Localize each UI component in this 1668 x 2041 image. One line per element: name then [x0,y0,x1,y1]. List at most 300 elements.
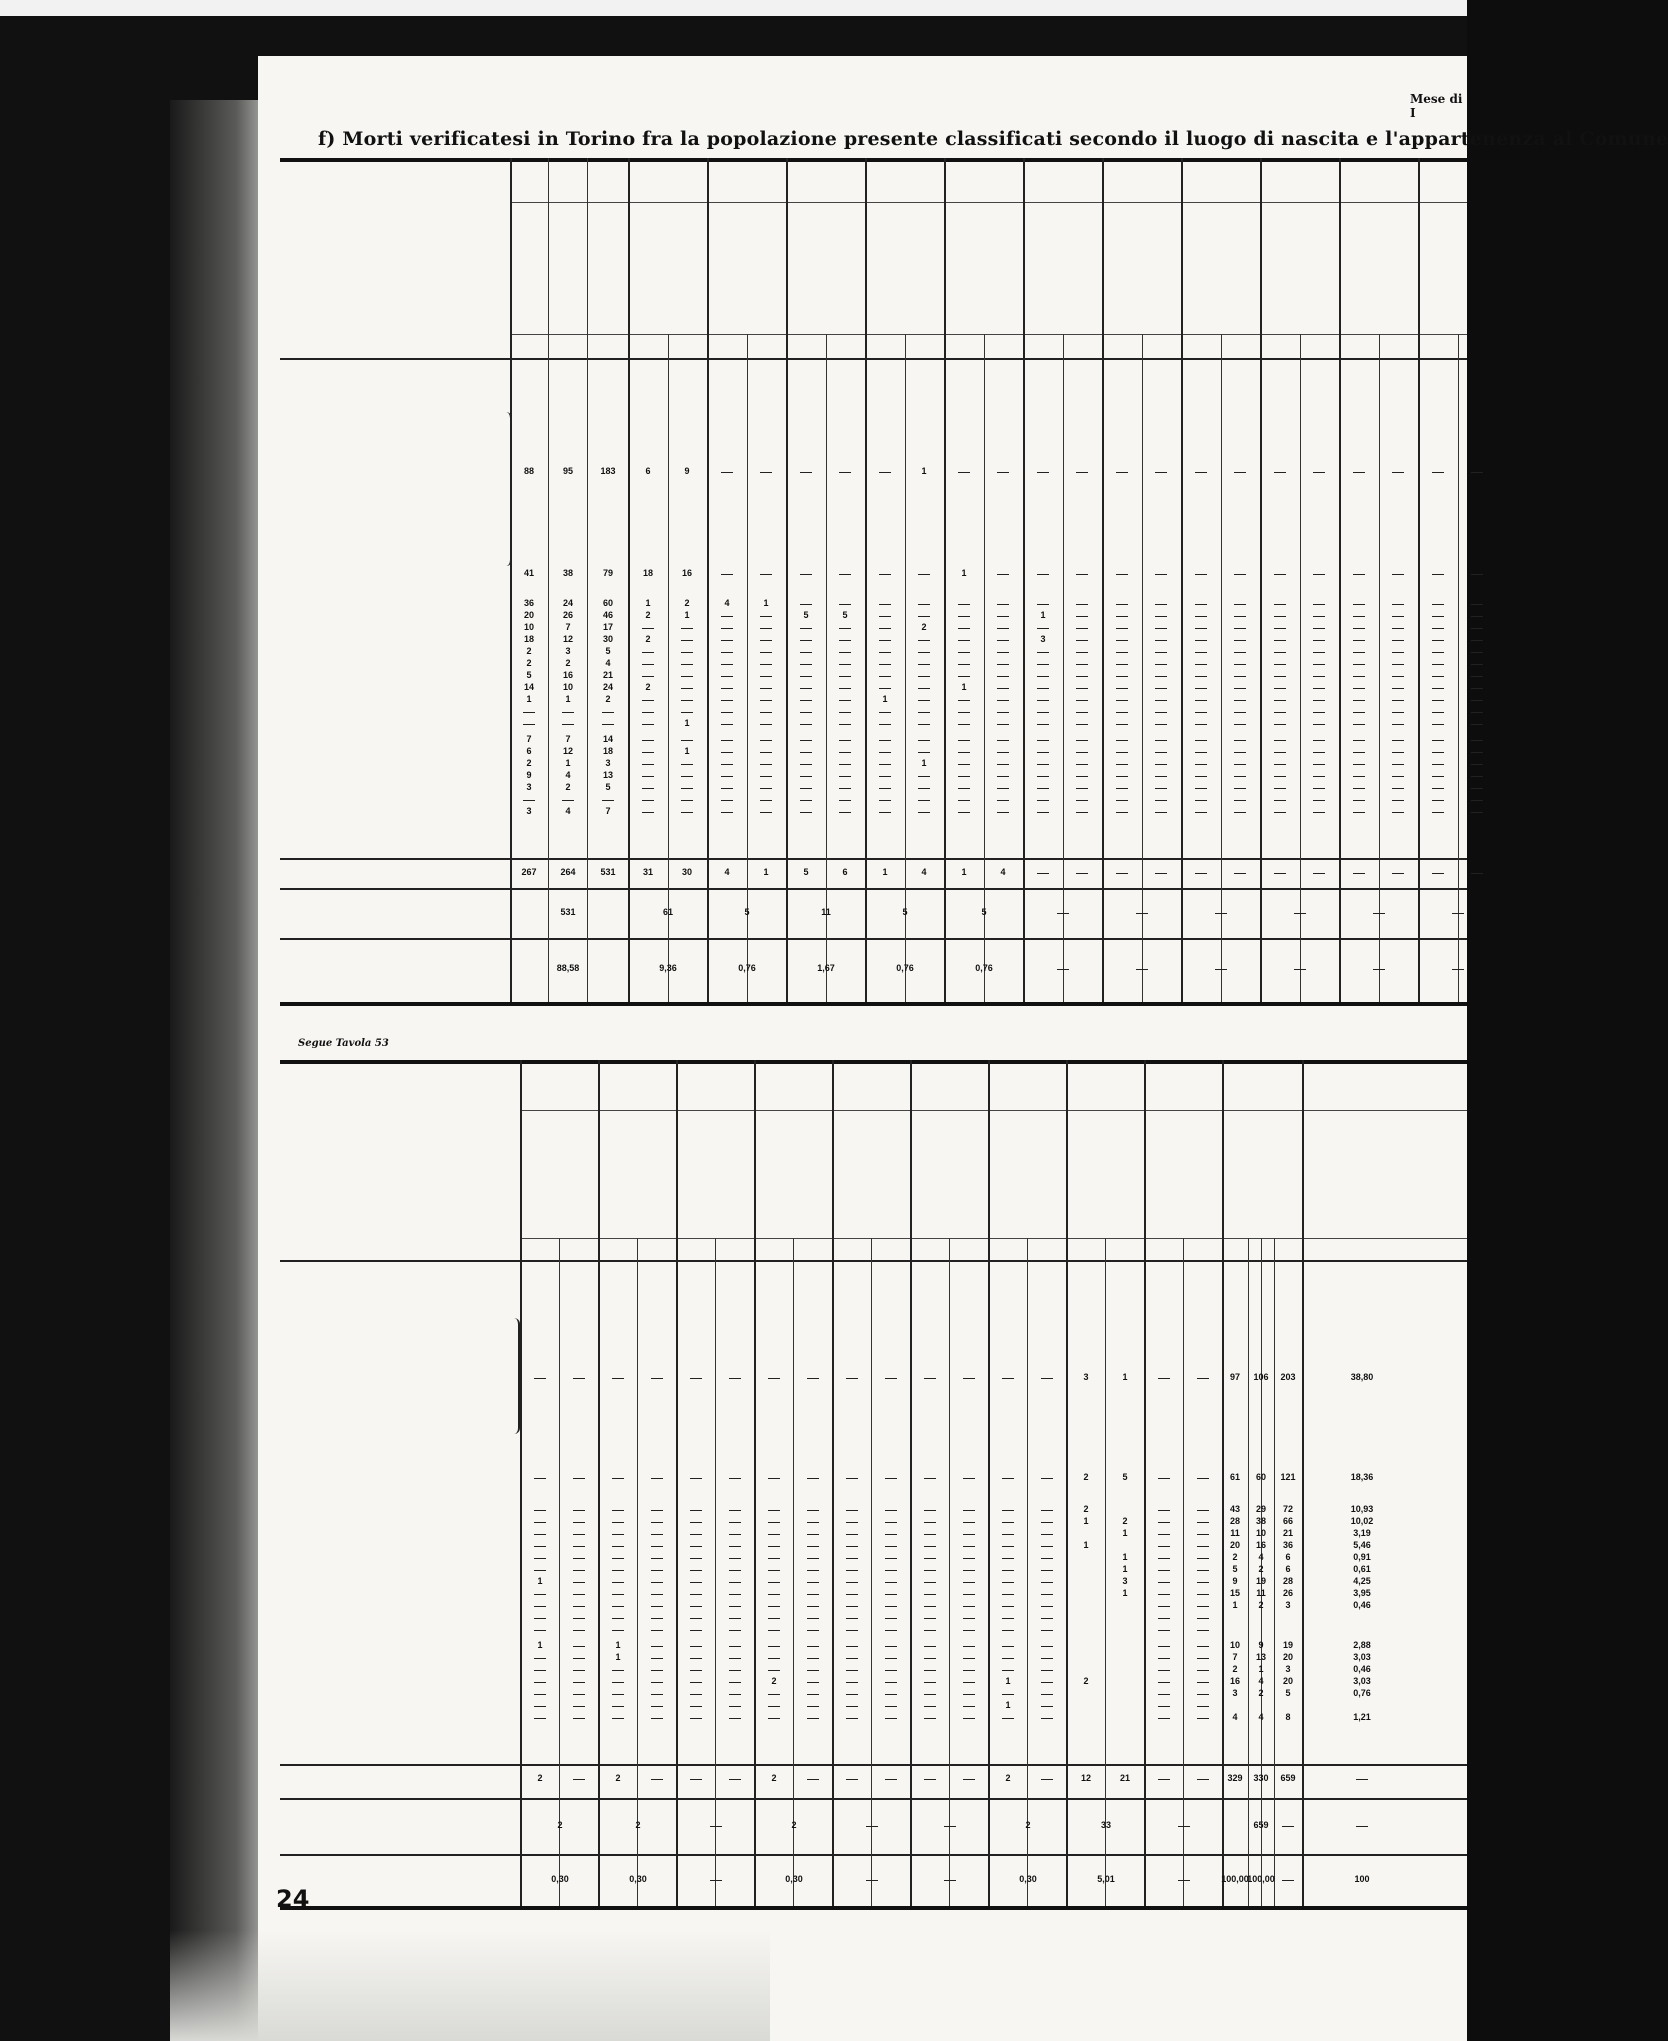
residence-column-header [1361,210,1395,328]
column-rule [587,158,588,1002]
empty-dash [1041,1682,1053,1683]
empty-dash [1041,1606,1053,1607]
empty-dash [523,724,535,725]
empty-dash [1432,628,1444,629]
empty-dash [1076,664,1088,665]
cell-value: 659 [1253,1820,1269,1830]
empty-dash [612,1558,624,1559]
empty-dash [1041,1558,1053,1559]
residence-column-header [1440,210,1474,328]
empty-dash [681,700,693,701]
column-rule [1144,1060,1146,1906]
column-rule [826,334,827,1002]
empty-dash [807,1510,819,1511]
empty-dash [651,1630,663,1631]
cell-value: 1 [961,568,967,578]
cell-value: 329 [1227,1773,1243,1783]
empty-dash [1002,1718,1014,1719]
empty-dash [729,1658,741,1659]
empty-dash [1274,764,1286,765]
cell-value: 95 [562,466,573,476]
cell-value: 2 [921,622,927,632]
column-rule [628,158,630,1002]
empty-dash [1234,472,1246,473]
cell-value: 29 [1255,1504,1266,1514]
empty-dash [1002,1670,1014,1671]
residence-column-header [887,210,921,328]
cell-value: 1 [1232,1600,1238,1610]
empty-dash [729,1682,741,1683]
table-1 [280,158,1467,1012]
cell-value: 46 [602,610,613,620]
cell-value: 4 [1000,867,1006,877]
empty-dash [1197,1618,1209,1619]
empty-dash [651,1618,663,1619]
empty-dash [768,1670,780,1671]
empty-dash [800,724,812,725]
empty-dash [846,1582,858,1583]
empty-dash [1002,1658,1014,1659]
empty-dash [1002,1606,1014,1607]
empty-dash [800,628,812,629]
cell-value: 3 [605,758,611,768]
cell-value: 10 [1255,1528,1266,1538]
empty-dash [1155,574,1167,575]
rule [520,1238,1467,1239]
empty-dash [1155,688,1167,689]
page-bottom-shade [170,1930,770,2041]
empty-dash [963,1570,975,1571]
column-rule [747,334,748,1002]
cell-value: 4 [921,867,927,877]
empty-dash [1116,873,1128,874]
empty-dash [958,604,970,605]
empty-dash [958,800,970,801]
empty-dash [1432,676,1444,677]
empty-dash [1313,700,1325,701]
cell-value: 2 [1083,1676,1089,1686]
cell-value: 3,95 [1353,1588,1371,1598]
empty-dash [807,1570,819,1571]
empty-dash [1197,1630,1209,1631]
empty-dash [885,1594,897,1595]
cell-value: 5,01 [1097,1874,1115,1884]
empty-dash [721,616,733,617]
empty-dash [1392,800,1404,801]
cell-value: 28 [1282,1576,1293,1586]
cell-value: 1 [1122,1552,1128,1562]
empty-dash [1215,913,1227,914]
empty-dash [1274,812,1286,813]
empty-dash [885,1522,897,1523]
empty-dash [846,1570,858,1571]
empty-dash [846,1378,858,1379]
cell-value: 1 [1122,1372,1128,1382]
cell-value: 12 [1080,1773,1091,1783]
empty-dash [651,1378,663,1379]
empty-dash [1234,740,1246,741]
column-rule [676,1060,678,1906]
empty-dash [1197,1779,1209,1780]
cell-value: 97 [1229,1372,1240,1382]
empty-dash [1158,1706,1170,1707]
empty-dash [958,776,970,777]
empty-dash [846,1658,858,1659]
cell-value: 31 [642,867,653,877]
empty-dash [1471,628,1483,629]
empty-dash [807,1534,819,1535]
empty-dash [642,652,654,653]
empty-dash [534,1594,546,1595]
empty-dash [1353,800,1365,801]
empty-dash [1234,652,1246,653]
empty-dash [924,1558,936,1559]
empty-dash [944,1880,956,1881]
empty-dash [721,688,733,689]
empty-dash [1158,1570,1170,1571]
cell-value: 18,36 [1350,1472,1374,1482]
empty-dash [1432,812,1444,813]
empty-dash [690,1594,702,1595]
empty-dash [1076,752,1088,753]
empty-dash [807,1558,819,1559]
empty-dash [760,664,772,665]
column-rule [598,1060,600,1906]
empty-dash [879,640,891,641]
empty-dash [681,676,693,677]
cell-value: 20 [1282,1652,1293,1662]
empty-dash [1392,776,1404,777]
empty-dash [1471,724,1483,725]
empty-dash [918,812,930,813]
empty-dash [729,1706,741,1707]
cell-value: 6 [526,746,532,756]
cell-value: 41 [523,568,534,578]
empty-dash [885,1546,897,1547]
empty-dash [800,472,812,473]
empty-dash [534,1682,546,1683]
empty-dash [1313,873,1325,874]
empty-dash [839,688,851,689]
column-rule [1066,1060,1068,1906]
empty-dash [1392,604,1404,605]
empty-dash [1155,640,1167,641]
cell-value: 3 [565,646,571,656]
empty-dash [1002,1522,1014,1523]
empty-dash [612,1478,624,1479]
column-header [1168,1118,1198,1230]
empty-dash [997,752,1009,753]
cell-value: 2 [1258,1688,1264,1698]
empty-dash [879,664,891,665]
empty-dash [1037,574,1049,575]
cell-value: 4 [1232,1712,1238,1722]
empty-dash [1234,640,1246,641]
empty-dash [651,1558,663,1559]
empty-dash [924,1694,936,1695]
empty-dash [1373,913,1385,914]
empty-dash [1041,1570,1053,1571]
cell-value: 7 [526,734,532,744]
empty-dash [651,1682,663,1683]
empty-dash [963,1646,975,1647]
empty-dash [1313,812,1325,813]
cell-value: 1 [1122,1588,1128,1598]
empty-dash [1155,788,1167,789]
empty-dash [1002,1478,1014,1479]
empty-dash [1353,472,1365,473]
column-header [1012,1118,1042,1230]
cell-value: 11 [1230,1528,1240,1538]
column-header [544,1118,574,1230]
empty-dash [1076,812,1088,813]
empty-dash [1116,812,1128,813]
empty-dash [651,1606,663,1607]
cell-value: 330 [1253,1773,1269,1783]
empty-dash [690,1570,702,1571]
empty-dash [846,1558,858,1559]
empty-dash [997,652,1009,653]
empty-dash [839,764,851,765]
empty-dash [963,1658,975,1659]
empty-dash [573,1534,585,1535]
cell-value: 3 [1232,1688,1238,1698]
empty-dash [839,640,851,641]
empty-dash [997,574,1009,575]
empty-dash [1076,740,1088,741]
empty-dash [710,1880,722,1881]
empty-dash [1471,640,1483,641]
empty-dash [958,640,970,641]
empty-dash [800,740,812,741]
empty-dash [1002,1630,1014,1631]
empty-dash [800,664,812,665]
empty-dash [768,1630,780,1631]
empty-dash [1158,1510,1170,1511]
cell-value: 1 [921,758,927,768]
empty-dash [1353,604,1365,605]
empty-dash [760,712,772,713]
cell-value: 6 [1285,1564,1291,1574]
empty-dash [1392,688,1404,689]
empty-dash [997,776,1009,777]
empty-dash [1197,1718,1209,1719]
empty-dash [958,472,970,473]
empty-dash [651,1570,663,1571]
empty-dash [721,740,733,741]
empty-dash [958,700,970,701]
empty-dash [612,1694,624,1695]
empty-dash [846,1630,858,1631]
cell-value: 5 [902,907,908,917]
empty-dash [1471,752,1483,753]
empty-dash [1234,788,1246,789]
empty-dash [1197,1558,1209,1559]
empty-dash [768,1594,780,1595]
empty-dash [681,764,693,765]
empty-dash [924,1522,936,1523]
cell-value: 30 [602,634,613,644]
column-header [856,1118,886,1230]
cell-value: 5 [803,610,809,620]
empty-dash [1471,788,1483,789]
empty-dash [885,1606,897,1607]
empty-dash [866,1880,878,1881]
empty-dash [1274,472,1286,473]
empty-dash [1274,664,1286,665]
empty-dash [768,1694,780,1695]
empty-dash [721,712,733,713]
empty-dash [1274,712,1286,713]
empty-dash [1158,1618,1170,1619]
empty-dash [768,1510,780,1511]
empty-dash [681,688,693,689]
empty-dash [1041,1658,1053,1659]
empty-dash [1274,752,1286,753]
empty-dash [1195,712,1207,713]
empty-dash [958,712,970,713]
empty-dash [1041,1630,1053,1631]
cell-value: 20 [1229,1540,1240,1550]
empty-dash [1195,873,1207,874]
empty-dash [807,1606,819,1607]
column-rule [1105,1238,1106,1906]
cell-value: 9 [1258,1640,1264,1650]
cell-value: 18 [523,634,534,644]
empty-dash [1155,812,1167,813]
empty-dash [1313,776,1325,777]
empty-dash [1136,913,1148,914]
empty-dash [642,764,654,765]
empty-dash [760,740,772,741]
empty-dash [1274,604,1286,605]
cell-value: 3 [1285,1600,1291,1610]
empty-dash [651,1706,663,1707]
empty-dash [879,574,891,575]
cell-value: 1 [961,682,967,692]
empty-dash [690,1618,702,1619]
empty-dash [534,1618,546,1619]
empty-dash [1432,664,1444,665]
empty-dash [879,712,891,713]
cell-value: 4 [605,658,611,668]
month-label: Mese di I [1410,92,1463,120]
empty-dash [1471,664,1483,665]
empty-dash [800,652,812,653]
empty-dash [924,1606,936,1607]
empty-dash [839,724,851,725]
cell-value: 61 [662,907,673,917]
empty-dash [1353,676,1365,677]
empty-dash [1037,628,1049,629]
empty-dash [1313,676,1325,677]
empty-dash [729,1779,741,1780]
empty-dash [690,1694,702,1695]
empty-dash [1116,628,1128,629]
empty-dash [1432,752,1444,753]
empty-dash [1353,788,1365,789]
empty-dash [690,1658,702,1659]
empty-dash [534,1694,546,1695]
empty-dash [958,788,970,789]
column-rule [1458,334,1459,1002]
cell-value: 11 [1256,1588,1266,1598]
cell-value: 88 [523,466,534,476]
empty-dash [1037,700,1049,701]
rule [280,1060,1467,1064]
empty-dash [879,724,891,725]
empty-dash [879,652,891,653]
empty-dash [1353,640,1365,641]
cell-value: 38 [562,568,573,578]
empty-dash [1158,1646,1170,1647]
cell-value: 20 [1282,1676,1293,1686]
empty-dash [612,1522,624,1523]
empty-dash [1195,652,1207,653]
empty-dash [768,1522,780,1523]
empty-dash [612,1606,624,1607]
empty-dash [963,1546,975,1547]
cell-value: 0,76 [975,963,993,973]
empty-dash [721,724,733,725]
empty-dash [1197,1594,1209,1595]
empty-dash [1313,724,1325,725]
empty-dash [1116,664,1128,665]
column-rule [1183,1238,1184,1906]
empty-dash [721,812,733,813]
empty-dash [760,788,772,789]
empty-dash [1452,969,1464,970]
empty-dash [846,1478,858,1479]
empty-dash [760,776,772,777]
residence-column-header [1045,210,1079,328]
cell-value: 16 [1229,1676,1240,1686]
empty-dash [1041,1510,1053,1511]
empty-dash [1155,752,1167,753]
empty-dash [1037,812,1049,813]
empty-dash [958,764,970,765]
empty-dash [963,1706,975,1707]
empty-dash [602,724,614,725]
empty-dash [768,1646,780,1647]
cell-value: 6 [645,466,651,476]
cell-value: 33 [1100,1820,1111,1830]
empty-dash [924,1378,936,1379]
empty-dash [1158,1779,1170,1780]
empty-dash [885,1630,897,1631]
empty-dash [918,800,930,801]
empty-dash [534,1570,546,1571]
cell-value: 2 [771,1676,777,1686]
rule [520,1110,1467,1111]
empty-dash [963,1779,975,1780]
empty-dash [1057,913,1069,914]
empty-dash [1155,664,1167,665]
empty-dash [651,1694,663,1695]
cell-value: 0,46 [1353,1664,1371,1674]
cell-value: 2 [526,658,532,668]
empty-dash [1274,740,1286,741]
empty-dash [1155,472,1167,473]
column-rule [910,1060,912,1906]
empty-dash [1116,740,1128,741]
empty-dash [1197,1510,1209,1511]
empty-dash [1158,1378,1170,1379]
cell-value: 21 [1119,1773,1130,1783]
empty-dash [1274,800,1286,801]
cell-value: 1 [961,867,967,877]
empty-dash [1432,640,1444,641]
